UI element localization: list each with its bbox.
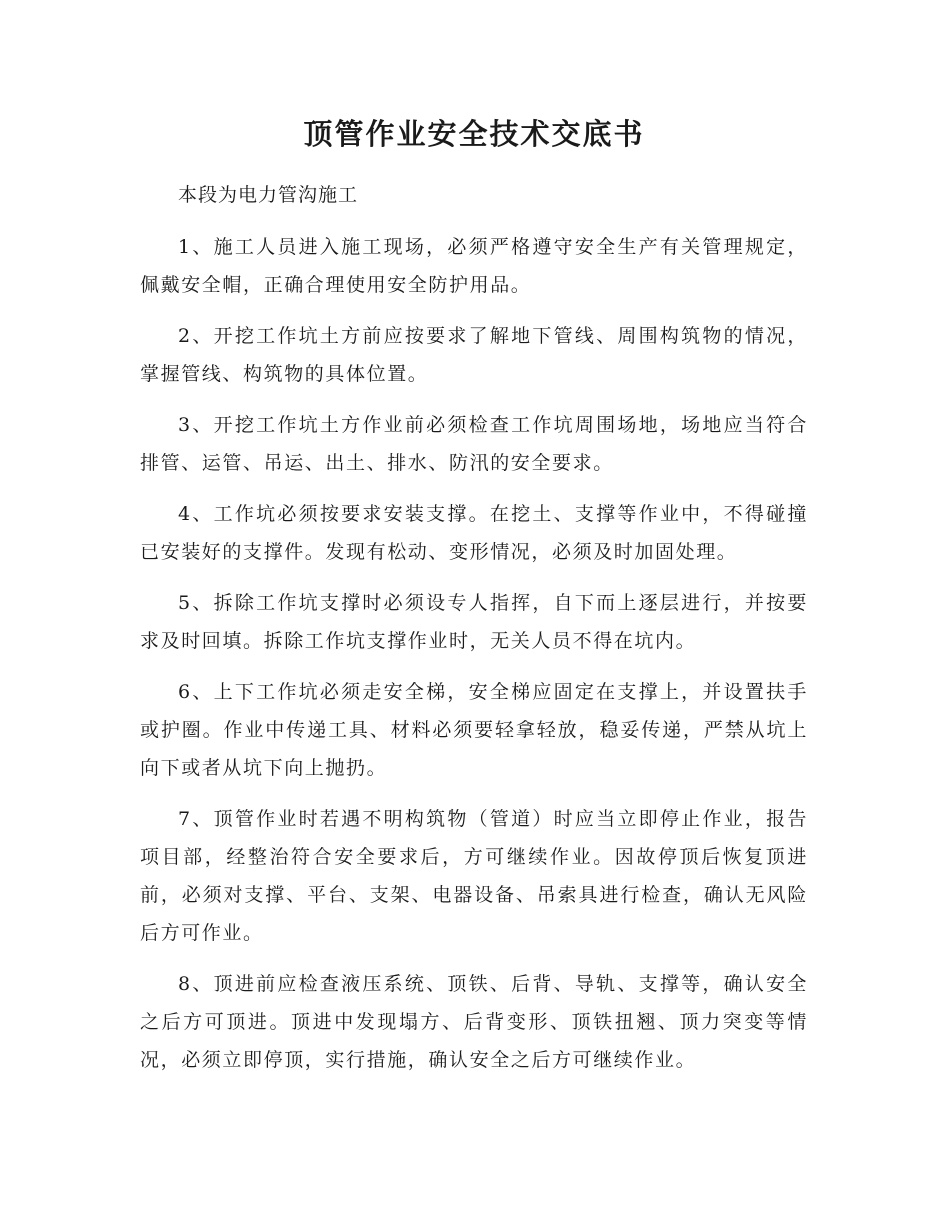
paragraph-7: 7、顶管作业时若遇不明构筑物（管道）时应当立即停止作业，报告项目部，经整治符合安全要求后，方可继续作业。因故停顶后恢复顶进前，必须对支撑、平台、支架、电器设备、吊索具进行检查，确认无风险后方可作业。 [140, 808, 808, 944]
document-title: 顶管作业安全技术交底书 [303, 117, 645, 151]
paragraph-4: 4、工作坑必须按要求安装支撑。在挖土、支撑等作业中，不得碰撞已安装好的支撑件。发现有松动、变形情况，必须及时加固处理。 [140, 503, 808, 563]
document-page [140, 112, 808, 1092]
paragraph-2: 2、开挖工作坑土方前应按要求了解地下管线、周围构筑物的情况，掌握管线、构筑物的具体位置。 [140, 325, 808, 385]
paragraph-6: 6、上下工作坑必须走安全梯，安全梯应固定在支撑上，并设置扶手或护圈。作业中传递工具、材料必须要轻拿轻放，稳妥传递，严禁从坑上向下或者从坑下向上抛扔。 [140, 681, 808, 779]
paragraph-5: 5、拆除工作坑支撑时必须设专人指挥，自下而上逐层进行，并按要求及时回填。拆除工作坑支撑作业时，无关人员不得在坑内。 [140, 592, 808, 652]
intro-line: 本段为电力管沟施工 [178, 184, 359, 206]
paragraph-8: 8、顶进前应检查液压系统、顶铁、后背、导轨、支撑等，确认安全之后方可顶进。顶进中发现塌方、后背变形、顶铁扭翘、顶力突变等情况，必须立即停顶，实行措施，确认安全之后方可继续作业。 [140, 973, 808, 1071]
paragraph-1: 1、施工人员进入施工现场，必须严格遵守安全生产有关管理规定，佩戴安全帽，正确合理使用安全防护用品。 [140, 236, 808, 296]
paragraph-3: 3、开挖工作坑土方作业前必须检查工作坑周围场地，场地应当符合排管、运管、吊运、出土、排水、防汛的安全要求。 [140, 414, 808, 474]
